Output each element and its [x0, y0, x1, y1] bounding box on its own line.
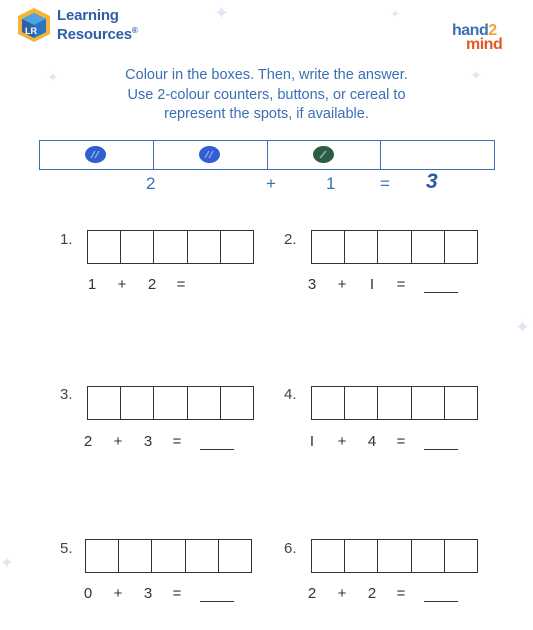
frame-box[interactable]	[445, 387, 477, 419]
plus-sign: +	[337, 433, 347, 450]
frame-box[interactable]	[154, 231, 187, 263]
frame-box[interactable]	[121, 387, 154, 419]
frame-box[interactable]	[445, 540, 477, 572]
problem-equation	[304, 433, 458, 450]
frame-box[interactable]	[121, 231, 154, 263]
example-answer: 3	[426, 170, 438, 193]
frame-box[interactable]	[445, 231, 477, 263]
frame-box[interactable]	[221, 231, 253, 263]
addend-2: 3	[143, 585, 153, 602]
problem-number: 2.	[284, 231, 297, 248]
equals-sign: =	[172, 433, 182, 450]
answer-blank[interactable]	[424, 276, 458, 293]
problem-equation	[84, 276, 202, 293]
star-decoration: ✦	[214, 3, 230, 23]
hand2mind-logo	[452, 22, 522, 58]
registered-mark: ®	[131, 26, 138, 35]
brand-line-2: Resources	[57, 26, 132, 43]
problem-frame[interactable]	[85, 539, 252, 573]
learning-resources-logo-icon	[16, 7, 52, 43]
example-cell	[154, 141, 268, 169]
addend-1: 2	[83, 433, 93, 450]
problem-number: 5.	[60, 540, 73, 557]
problem-number: 6.	[284, 540, 297, 557]
frame-box[interactable]	[154, 387, 187, 419]
example-cell	[381, 141, 494, 169]
blue-spot-icon	[84, 145, 107, 164]
example-cell	[268, 141, 382, 169]
problem-number: 4.	[284, 386, 297, 403]
frame-box[interactable]	[219, 540, 251, 572]
frame-box[interactable]	[188, 387, 221, 419]
problem-number: 3.	[60, 386, 73, 403]
example-first-number: 2	[146, 174, 156, 193]
star-decoration: ✦	[47, 69, 59, 85]
problem-equation	[80, 585, 234, 602]
addend-1: 0	[83, 585, 93, 602]
star-decoration: ✦	[515, 317, 531, 337]
instruction-line: Use 2-colour counters, buttons, or cereal to	[127, 86, 406, 103]
partner-line-2: mind	[466, 36, 503, 53]
addend-2: I	[369, 276, 375, 293]
frame-box[interactable]	[345, 540, 378, 572]
star-decoration: ✦	[470, 67, 482, 83]
blue-spot-icon	[198, 145, 221, 164]
logo-mark-text: LR	[25, 26, 37, 36]
frame-box[interactable]	[188, 231, 221, 263]
frame-box[interactable]	[119, 540, 152, 572]
answer-blank[interactable]	[200, 433, 234, 450]
problem-equation	[80, 433, 234, 450]
problem-frame[interactable]	[311, 230, 478, 264]
addend-2: 2	[367, 585, 377, 602]
frame-box[interactable]	[312, 540, 345, 572]
answer-blank[interactable]	[200, 585, 234, 602]
instruction-line: represent the spots, if available.	[164, 106, 369, 122]
equals-sign: =	[396, 276, 406, 293]
addend-2: 3	[143, 433, 153, 450]
frame-box[interactable]	[378, 387, 411, 419]
answer-blank[interactable]	[424, 585, 458, 602]
frame-box[interactable]	[412, 231, 445, 263]
equals-sign: =	[176, 276, 186, 293]
star-decoration: ✦	[390, 7, 401, 21]
addend-1: I	[309, 433, 315, 450]
addend-1: 1	[87, 276, 97, 293]
plus-sign: +	[337, 585, 347, 602]
addend-2: 4	[367, 433, 377, 450]
instructions	[0, 66, 533, 125]
plus-sign: +	[117, 276, 127, 293]
frame-box[interactable]	[312, 387, 345, 419]
frame-box[interactable]	[86, 540, 119, 572]
frame-box[interactable]	[412, 387, 445, 419]
frame-box[interactable]	[221, 387, 253, 419]
frame-box[interactable]	[378, 231, 411, 263]
brand-name	[57, 8, 138, 42]
problem-equation	[304, 276, 458, 293]
frame-box[interactable]	[88, 387, 121, 419]
example-plus: +	[266, 174, 276, 193]
problem-frame[interactable]	[87, 230, 254, 264]
partner-line-1: hand	[452, 22, 489, 39]
plus-sign: +	[337, 276, 347, 293]
addend-2: 2	[147, 276, 157, 293]
frame-box[interactable]	[345, 231, 378, 263]
instruction-line: Colour in the boxes. Then, write the answer.	[125, 67, 408, 83]
equals-sign: =	[396, 585, 406, 602]
star-decoration: ✦	[0, 555, 14, 572]
problem-frame[interactable]	[311, 539, 478, 573]
plus-sign: +	[113, 433, 123, 450]
example-second-number: 1	[326, 174, 336, 193]
problem-equation	[304, 585, 458, 602]
problem-frame[interactable]	[311, 386, 478, 420]
frame-box[interactable]	[412, 540, 445, 572]
partner-two: 2	[488, 22, 497, 39]
example-equals: =	[380, 174, 390, 193]
frame-box[interactable]	[345, 387, 378, 419]
plus-sign: +	[113, 585, 123, 602]
frame-box[interactable]	[312, 231, 345, 263]
frame-box[interactable]	[152, 540, 185, 572]
equals-sign: =	[396, 433, 406, 450]
problem-frame[interactable]	[87, 386, 254, 420]
brand-line-1: Learning	[57, 7, 119, 24]
example-cell	[40, 141, 154, 169]
frame-box[interactable]	[378, 540, 411, 572]
addend-1: 3	[307, 276, 317, 293]
equals-sign: =	[172, 585, 182, 602]
frame-box[interactable]	[186, 540, 219, 572]
frame-box[interactable]	[88, 231, 121, 263]
example-ten-frame	[39, 140, 495, 170]
green-spot-icon	[312, 145, 335, 164]
addend-1: 2	[307, 585, 317, 602]
answer-blank[interactable]	[424, 433, 458, 450]
problem-number: 1.	[60, 231, 73, 248]
